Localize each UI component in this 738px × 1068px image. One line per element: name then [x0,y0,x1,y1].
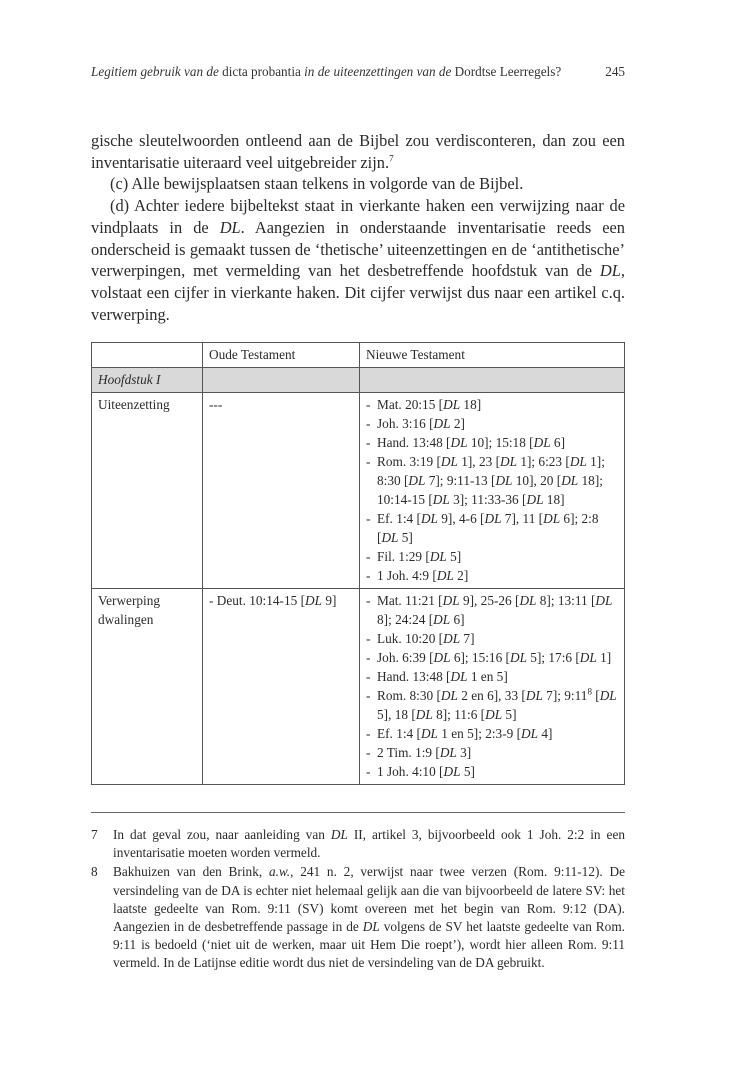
footnote-number: 7 [91,827,98,842]
inventory-table [91,342,625,785]
header-title: Legitiem gebruik van de dicta probantia in de uiteenzettingen van de Dordtse Leerregels? [91,64,562,79]
row-label: Verwerping dwalingen [92,589,203,785]
table-header-row [92,343,625,368]
footnote-8 [91,863,625,972]
body-text [91,130,625,325]
ref-item: - Hand. 13:48 [DL 10]; 15:18 [DL 6] [366,433,618,452]
paragraph-2: (c) Alle bewijsplaatsen staan telkens in volgorde van de Bijbel. [110,174,524,194]
ref-item: - Ef. 1:4 [DL 9], 4-6 [DL 7], 11 [DL 6]; 2:8 [DL 5] [366,509,618,547]
footnotes [91,826,625,974]
ref-item: - Joh. 3:16 [DL 2] [366,414,618,433]
page-number: 245 [605,64,625,79]
footnote-number: 8 [91,864,98,880]
ref-item: - Fil. 1:29 [DL 5] [366,547,618,566]
header-cell-nt: Nieuwe Testament [360,343,625,368]
footnote-text: In dat geval zou, naar aanleiding van DL II, artikel 3, bijvoorbeeld ook 1 Joh. 2:2 in een inventarisatie moeten worden vermeld. [113,827,625,861]
footnote-divider [91,812,625,813]
nt-cell [360,589,625,785]
nt-cell [360,393,625,589]
paragraph-3: (d) Achter iedere bijbeltekst staat in vierkante haken een verwijzing naar de vindplaats in de DL. Aangezien in onderstaande inventarisatie reeds een onderscheid is gemaakt tussen de ‘thetische’ uiteenzettingen en de ‘antithetische’ verwerpingen, met vermelding van het desbetreffende hoofdstuk van de DL, volstaat een cijfer in vierkante haken. Dit cijfer verwijst dus naar een artikel c.q. verwerping. [91,196,625,324]
table-row [92,589,625,785]
ref-item: - Rom. 3:19 [DL 1], 23 [DL 1]; 6:23 [DL 1]; 8:30 [DL 7]; 9:11-13 [DL 10], 20 [DL 18]; 10:14-15 [DL 3]; 11:33-36 [DL 18] [366,452,618,509]
ot-cell: - Deut. 10:14-15 [DL 9] [203,589,360,785]
header-cell [92,343,203,368]
table-row [92,393,625,589]
ref-item: - Mat. 11:21 [DL 9], 25-26 [DL 8]; 13:11 [DL 8]; 24:24 [DL 6] [366,591,618,629]
paragraph-1: gische sleutelwoorden ontleend aan de Bijbel zou verdisconteren, dan zou een inventarisatie uiteraard veel uitgebreider zijn.$^7$ [91,131,625,172]
ref-item: - Luk. 10:20 [DL 7] [366,629,618,648]
footnote-ref-7[interactable]: 7 [389,153,394,164]
footnote-text: Bakhuizen van den Brink, a.w., 241 n. 2, verwijst naar twee verzen (Rom. 9:11-12). De versindeling van de DA is echter niet helemaal gelijk aan die van bijvoorbeeld de latere SV: het laatste gedeelte van Rom. 9:11 (SV) komt overeen met het begin van Rom. 9:12 (DA). Aangezien in de desbetreffende passage in de DL volgens de SV het laatste gedeelte van Rom. 9:11 is bedoeld (‘niet uit de werken, maar uit Hem Die roept’), wordt hier alleen Rom. 9:11 vermeld. In de Latijnse editie wordt dus niet de versindeling van de DA gebruikt. [113,864,625,971]
ref-item: - 1 Joh. 4:9 [DL 2] [366,566,618,585]
nt-ref-list [366,591,618,781]
ref-item: - Hand. 13:48 [DL 1 en 5] [366,667,618,686]
ref-item: - 2 Tim. 1:9 [DL 3] [366,743,618,762]
chapter-label: Hoofdstuk I [92,368,203,393]
header-cell-ot: Oude Testament [203,343,360,368]
ot-cell: --- [203,393,360,589]
nt-ref-list [366,395,618,585]
running-header [91,64,625,80]
ref-item: - Joh. 6:39 [DL 6]; 15:16 [DL 5]; 17:6 [DL 1] [366,648,618,667]
ref-item: - Rom. 8:30 [DL 2 en 6], 33 [DL 7]; $9:11^8$ [DL 5], 18 [DL 8]; 11:6 [DL 5] [366,686,618,724]
row-label: Uiteenzetting [92,393,203,589]
chapter-row [92,368,625,393]
footnote-7 [91,826,625,862]
ref-item: - Ef. 1:4 [DL 1 en 5]; 2:3-9 [DL 4] [366,724,618,743]
ref-item: - Mat. 20:15 [DL 18] [366,395,618,414]
ref-item: - 1 Joh. 4:10 [DL 5] [366,762,618,781]
